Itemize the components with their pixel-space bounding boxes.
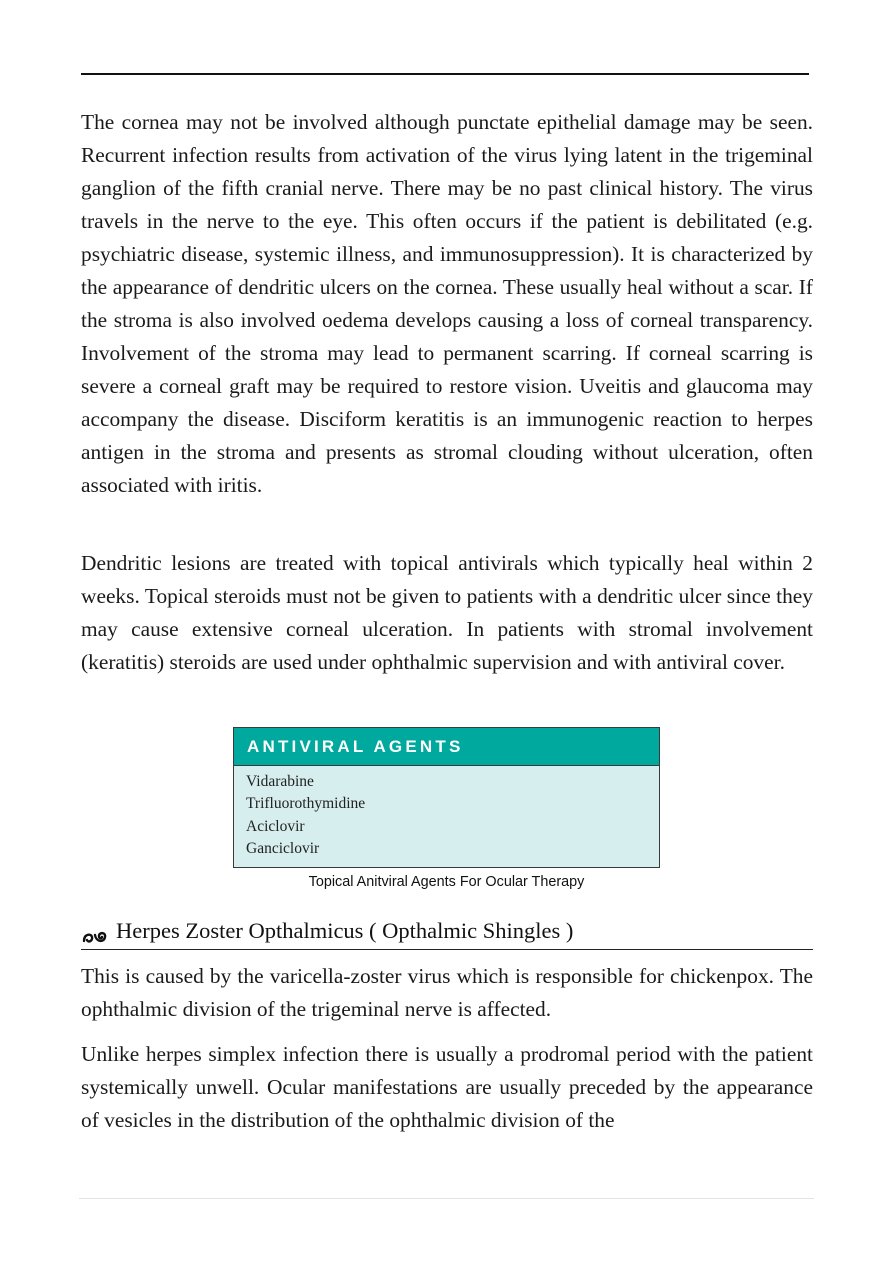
paragraph-zoster-cause: This is caused by the varicella-zoster virus which is responsible for chickenpox. The ophthalmic division of the trigeminal nerve is affected.	[81, 964, 813, 1021]
header-rule	[81, 73, 809, 75]
paragraph-cornea: The cornea may not be involved although punctate epithelial damage may be seen. Recurrent infection results from activation of the virus lying latent in the trigeminal ganglion of the fifth cranial nerve. There may be no past clinical history. The virus travels in the nerve to the eye. This often occurs if the patient is debilitated (e.g. psychiatric disease, systemic illness, and immunosuppression). It is characterized by the appearance of dendritic ulcers on the cornea. These usually heal without a scar. If the stroma is also involved oedema develops causing a loss of corneal transparency. Involvement of the stroma may lead to permanent scarring. If corneal scarring is severe a corneal graft may be required to restore vision. Uveitis and glaucoma may accompany the disease. Disciform keratitis is an immunogenic reaction to herpes antigen in the stroma and presents as stromal clouding without ulceration, often associated with iritis.	[81, 110, 813, 497]
section-heading	[81, 913, 813, 950]
paragraph-treatment: Dendritic lesions are treated with topical antivirals which typically heal within 2 weeks. Topical steroids must not be given to patients with a dendritic ulcer since they may cause extensive corneal ulceration. In patients with stromal involvement (keratitis) steroids are used under ophthalmic supervision and with antiviral cover.	[81, 551, 813, 674]
body-text	[81, 106, 813, 712]
list-item: Vidarabine	[246, 773, 314, 790]
ornament-icon	[81, 923, 109, 939]
footer-rule	[79, 1198, 814, 1199]
antiviral-agents-header: ANTIVIRAL AGENTS	[234, 728, 659, 766]
list-item: Aciclovir	[246, 817, 305, 835]
antiviral-agents-list	[234, 766, 659, 867]
paragraph-zoster-prodrome: Unlike herpes simplex infection there is usually a prodromal period with the patient systemically unwell. Ocular manifestations are usually preceded by the appearance of vesicles in the distribution of the ophthalmic division of the	[81, 1042, 813, 1132]
list-item: Ganciclovir	[246, 839, 320, 857]
list-item: Trifluorothymidine	[246, 795, 366, 813]
section-title: Herpes Zoster Opthalmicus ( Opthalmic Shingles )	[116, 918, 574, 943]
antiviral-agents-box	[233, 727, 660, 868]
antiviral-agents-figure	[233, 727, 660, 890]
section-body	[81, 960, 813, 1137]
figure-caption: Topical Anitviral Agents For Ocular Therapy	[308, 874, 585, 891]
